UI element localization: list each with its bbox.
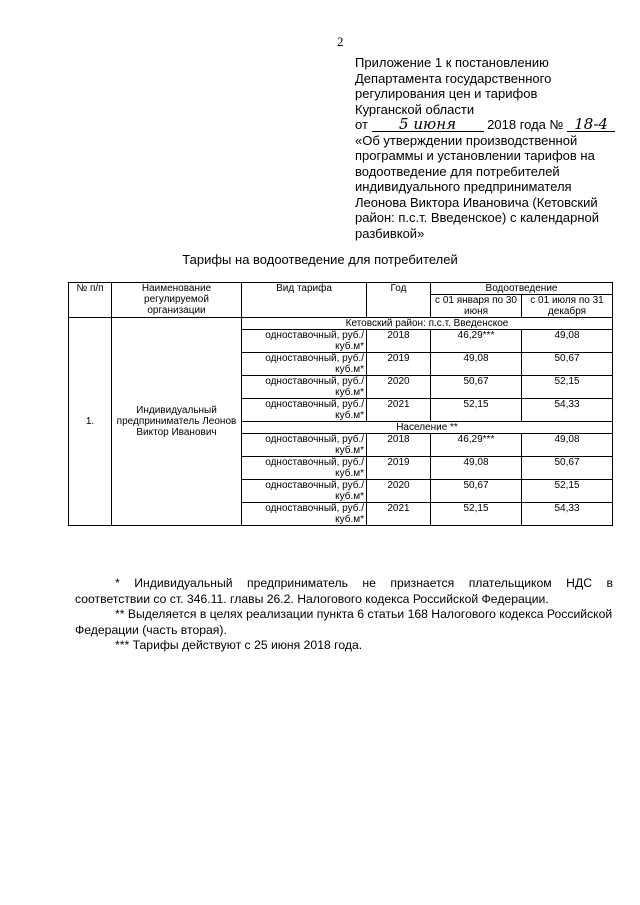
row-number: 1. [69,318,112,526]
header-type: Вид тарифа [242,283,367,318]
year-cell: 2021 [367,399,431,422]
header-year: Год [367,283,431,318]
period1-value: 49,08 [431,457,522,480]
appendix-line: Курганской области [355,101,475,117]
appendix-line: Приложение 1 к постановлению [355,55,549,70]
section-heading: Кетовский район: п.с.т. Введенское [242,318,613,330]
period1-value: 50,67 [431,376,522,399]
period2-value: 50,67 [522,353,613,376]
subject-line: водоотведение для потребителей [355,163,560,179]
period2-value: 49,08 [522,330,613,353]
tariff-type: одноставочный, руб./куб.м* [242,376,367,399]
appendix-block [355,55,620,241]
period2-value: 52,15 [522,376,613,399]
header-num: № п/п [69,283,112,318]
subject-line: индивидуального предпринимателя [355,179,572,194]
tariff-type: одноставочный, руб./куб.м* [242,353,367,376]
period1-value: 52,15 [431,399,522,422]
section-heading: Население ** [242,422,613,434]
tariff-type: одноставочный, руб./куб.м* [242,434,367,457]
period1-value: 52,15 [431,503,522,526]
period1-value: 46,29*** [431,330,522,353]
table-row [69,318,613,330]
header-period2: с 01 июля по 31 декабря [522,295,613,318]
period1-value: 49,08 [431,353,522,376]
header-org: Наименование регулируемой организации [112,283,242,318]
appendix-date-line [355,117,620,133]
subject-line: программы и установлении тарифов на [355,148,595,163]
footnote: *** Тарифы действуют с 25 июня 2018 года. [115,638,363,652]
tariff-type: одноставочный, руб./куб.м* [242,480,367,503]
date-prefix: от [355,117,368,132]
subject-line: район: п.с.т. Введенское) с календарной [355,210,599,225]
tariff-type: одноставочный, руб./куб.м* [242,503,367,526]
header-period1: с 01 января по 30 июня [431,295,522,318]
subject-line: «Об утверждении производственной [355,132,578,148]
year-cell: 2018 [367,434,431,457]
year-text: 2018 года № [487,117,564,132]
footnote: ** Выделяется в целях реализации пункта 6 статьи 168 Налогового кодекса Российской Федерации (часть вторая). [75,607,613,637]
period2-value: 50,67 [522,457,613,480]
document-title: Тарифы на водоотведение для потребителей [182,252,458,267]
subject-line: Леонова Виктора Ивановича (Кетовский [355,194,598,210]
subject-line: разбивкой» [355,225,425,241]
period2-value: 49,08 [522,434,613,457]
period2-value: 52,15 [522,480,613,503]
footnotes [75,576,613,654]
header-group: Водоотведение [431,283,613,295]
period2-value: 54,33 [522,503,613,526]
period2-value: 54,33 [522,399,613,422]
tariff-table [68,282,613,526]
period1-value: 50,67 [431,480,522,503]
tariff-type: одноставочный, руб./куб.м* [242,457,367,480]
year-cell: 2019 [367,457,431,480]
page-number: 2 [337,34,344,49]
appendix-line: Департамента государственного [355,70,552,86]
year-cell: 2020 [367,376,431,399]
appendix-line: регулирования цен и тарифов [355,86,538,101]
handwritten-number: 18-4 [567,117,615,132]
tariff-type: одноставочный, руб./куб.м* [242,399,367,422]
handwritten-date: 5 июня [372,117,484,132]
period1-value: 46,29*** [431,434,522,457]
tariff-type: одноставочный, руб./куб.м* [242,330,367,353]
year-cell: 2019 [367,353,431,376]
year-cell: 2018 [367,330,431,353]
org-name: Индивидуальный предприниматель Леонов Виктор Иванович [112,318,242,526]
year-cell: 2021 [367,503,431,526]
year-cell: 2020 [367,480,431,503]
footnote: * Индивидуальный предприниматель не признается плательщиком НДС в соответствии со ст. 346.11. главы 26.2. Налогового кодекса Российской Федерации. [75,576,613,606]
